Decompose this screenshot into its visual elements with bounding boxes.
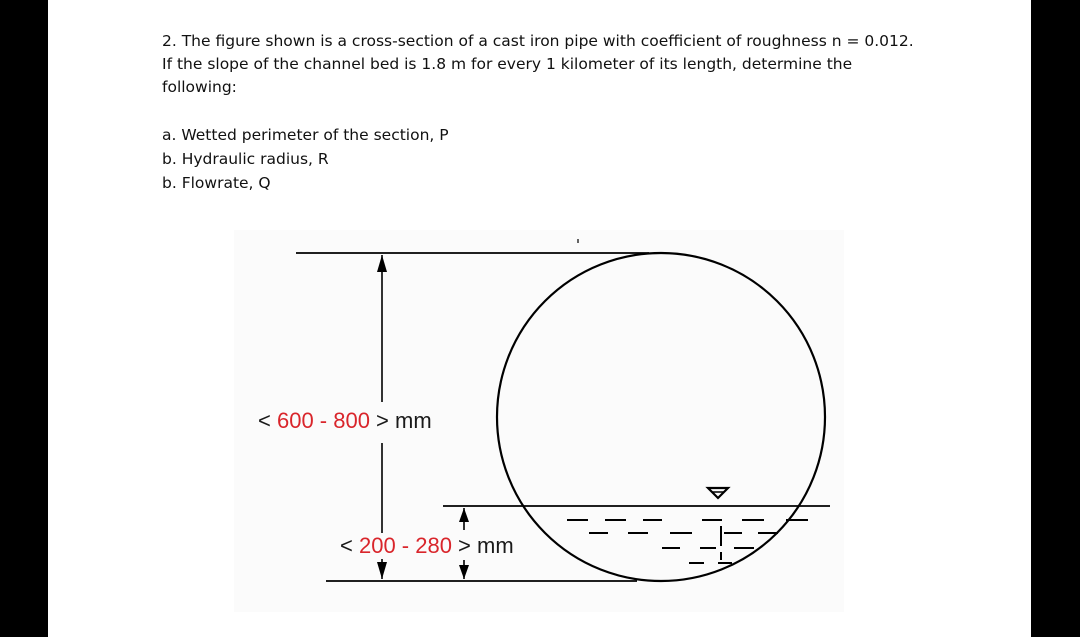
- problem-line-2: If the slope of the channel bed is 1.8 m for every 1 kilometer of its length, determine the: [162, 55, 853, 73]
- question-list: [162, 123, 449, 195]
- question-item-a: a. Wetted perimeter of the section, P: [162, 126, 449, 144]
- diameter-arrow-top: [377, 255, 387, 272]
- depth-arrow-top: [459, 508, 469, 522]
- problem-line-1: 2. The figure shown is a cross-section of a cast iron pipe with coefficient of roughness n = 0.012.: [162, 32, 914, 50]
- problem-line-3: following:: [162, 78, 237, 96]
- depth-arrow-bottom: [459, 565, 469, 579]
- question-item-b: b. Hydraulic radius, R: [162, 150, 329, 168]
- pipe-cross-section-figure: [234, 230, 844, 612]
- water-surface-marker: [708, 488, 728, 498]
- depth-label: < 200 - 280 > mm: [340, 533, 514, 558]
- diameter-range-value: 600 - 800: [276, 408, 370, 433]
- diameter-label: < 600 - 800 > mm: [258, 408, 432, 433]
- water-hatch: [567, 520, 808, 563]
- depth-range-value: 200 - 280: [358, 533, 452, 558]
- question-item-c: b. Flowrate, Q: [162, 174, 271, 192]
- diameter-arrow-bottom: [377, 562, 387, 579]
- document-page: [48, 0, 1031, 637]
- problem-statement: [162, 30, 982, 99]
- pipe-circle: [497, 253, 825, 581]
